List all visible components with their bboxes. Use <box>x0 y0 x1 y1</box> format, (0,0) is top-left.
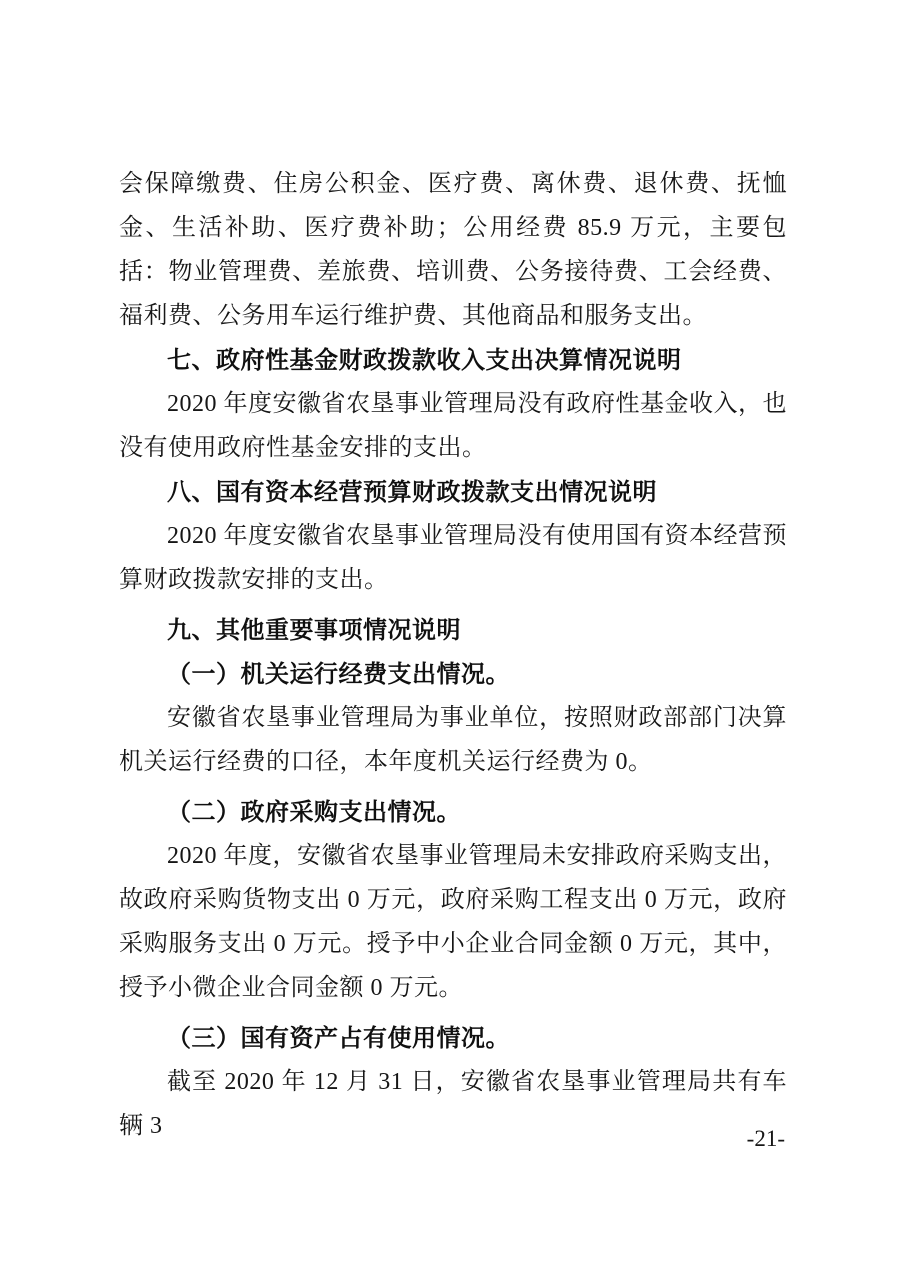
section-heading-8-state-capital: 八、国有资本经营预算财政拨款支出情况说明 <box>167 478 657 506</box>
sub-heading-1-operating-expense: （一）机关运行经费支出情况。 <box>167 660 510 688</box>
paragraph-state-assets: 截至 2020 年 12 月 31 日，安徽省农垦事业管理局共有车辆 3 <box>119 1069 787 1139</box>
sub-heading-2-procurement: （二）政府采购支出情况。 <box>167 798 461 826</box>
paragraph-government-fund: 2020 年度安徽省农垦事业管理局没有政府性基金收入，也没有使用政府性基金安排的支出。 <box>119 391 787 461</box>
paragraph-state-capital: 2020 年度安徽省农垦事业管理局没有使用国有资本经营预算财政拨款安排的支出。 <box>119 523 787 593</box>
paragraph-operating-expense: 安徽省农垦事业管理局为事业单位，按照财政部部门决算机关运行经费的口径，本年度机关运行经费为 0。 <box>119 705 787 775</box>
section-heading-7-government-fund: 七、政府性基金财政拨款收入支出决算情况说明 <box>167 346 682 374</box>
sub-heading-3-state-assets: （三）国有资产占有使用情况。 <box>167 1024 510 1052</box>
paragraph-procurement: 2020 年度，安徽省农垦事业管理局未安排政府采购支出，故政府采购货物支出 0 万元，政府采购工程支出 0 万元，政府采购服务支出 0 万元。授予中小企业合同金额 0 万元，其中，授予小微企业合同金额 0 万元。 <box>119 843 787 1001</box>
page-number: -21- <box>746 1126 785 1151</box>
document-body <box>119 162 787 1151</box>
section-heading-9-other-matters: 九、其他重要事项情况说明 <box>167 616 461 644</box>
paragraph-basic-expense-continuation: 会保障缴费、住房公积金、医疗费、离休费、退休费、抚恤金、生活补助、医疗费补助；公用经费 85.9 万元，主要包括：物业管理费、差旅费、培训费、公务接待费、工会经费、福利费、公务用车运行维护费、其他商品和服务支出。 <box>119 171 787 329</box>
